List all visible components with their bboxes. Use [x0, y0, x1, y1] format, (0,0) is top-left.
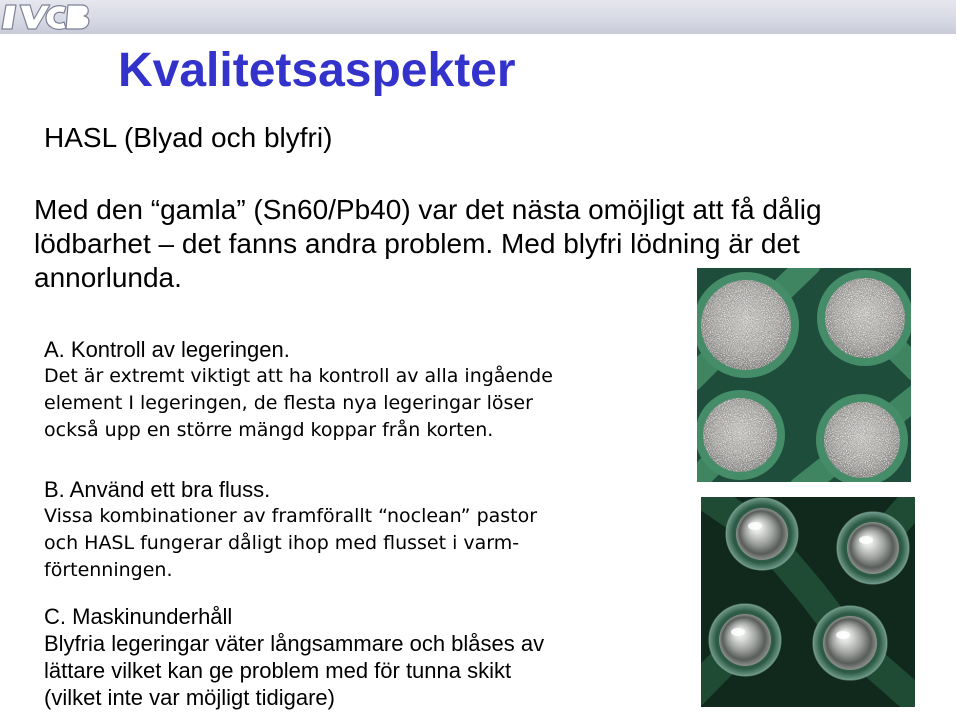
section-line: och HASL fungerar dåligt ihop med flusset i varm-	[44, 532, 520, 554]
section-line: Blyfria legeringar väter långsammare och blåses av	[44, 631, 545, 656]
slide-subtitle: HASL (Blyad och blyfri)	[44, 122, 333, 153]
section-a	[44, 336, 553, 444]
section-body	[44, 363, 553, 444]
solder-pad-photo-bottom	[701, 497, 915, 707]
intro-line: annorlunda.	[34, 262, 182, 293]
header-band	[0, 0, 956, 34]
solder-pad-photo-top	[697, 268, 911, 482]
section-line: också upp en större mängd koppar från korten.	[44, 419, 494, 441]
section-body	[44, 503, 537, 584]
section-line: Vissa kombinationer av framförallt “noclean” pastor	[44, 505, 538, 527]
section-line: Det är extremt viktigt att ha kontroll av alla ingående	[44, 365, 553, 387]
section-body	[44, 630, 544, 711]
intro-line: lödbarhet – det fanns andra problem. Med blyfri lödning är det	[34, 228, 800, 259]
section-heading: A. Kontroll av legeringen.	[44, 337, 290, 362]
section-line: förtenningen.	[44, 559, 173, 581]
intro-line: Med den “gamla” (Sn60/Pb40) var det nästa omöjligt att få dålig	[34, 194, 822, 225]
logo-icon	[0, 1, 92, 33]
section-line: element I legeringen, de flesta nya legeringar löser	[44, 392, 533, 414]
section-line: (vilket inte var möjligt tidigare)	[44, 685, 335, 710]
section-b	[44, 476, 537, 584]
section-heading: B. Använd ett bra fluss.	[44, 477, 271, 502]
slide-title: Kvalitetsaspekter	[118, 44, 516, 97]
section-line: lättare vilket kan ge problem med för tunna skikt	[44, 658, 512, 683]
section-c	[44, 603, 544, 711]
section-heading: C. Maskinunderhåll	[44, 604, 233, 629]
